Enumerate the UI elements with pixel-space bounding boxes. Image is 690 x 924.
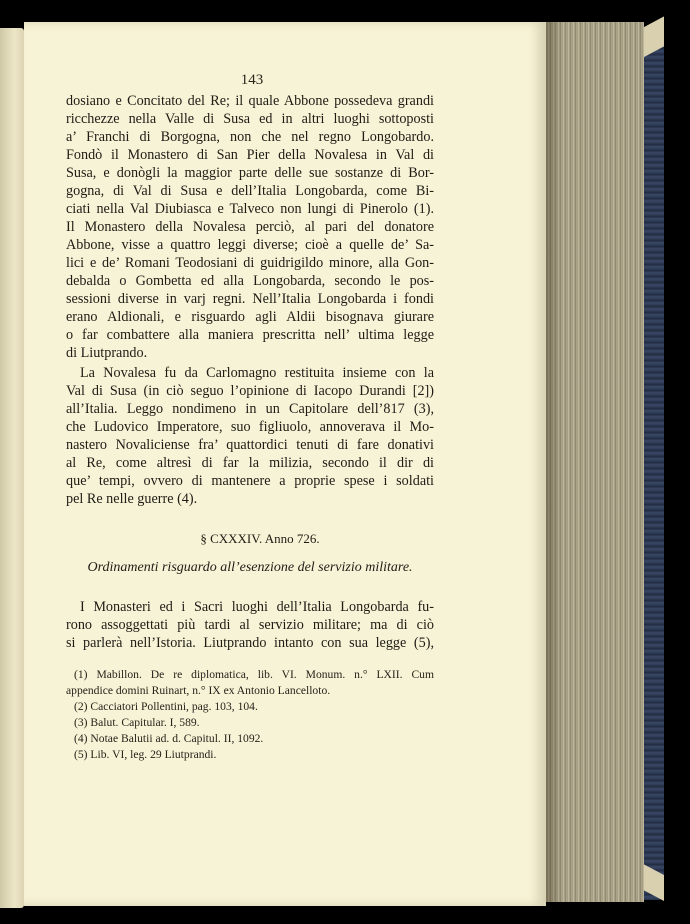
text-line: pel Re nelle guerre (4). xyxy=(66,491,198,507)
left-page-edge xyxy=(0,28,24,908)
text-line: all’Italia. Leggo nondimeno in un Capitolare dell’817 (3), xyxy=(66,401,434,417)
text-line: La Novalesa fu da Carlomagno restituita insieme con la xyxy=(80,365,434,381)
text-line: Fondò il Monastero di San Pier della Novalesa in Val di xyxy=(66,147,434,163)
footnote: (4) Notae Balutii ad. d. Capitul. II, 1092. xyxy=(74,732,264,745)
text-line: Abbone, visse a quattro leggi diverse; cioè a quelle de’ Sa- xyxy=(66,237,434,253)
text-line: Il Monastero della Novalesa perciò, al pari del donatore xyxy=(66,219,434,235)
text-line: dosiano e Concitato del Re; il quale Abbone possedeva grandi xyxy=(66,93,434,109)
text-line: che Ludovico Imperatore, suo figliuolo, annoverava il Mo- xyxy=(66,419,434,435)
text-line: lici e de’ Romani Teodosiani di guidrigildo minore, alla Gon- xyxy=(66,255,434,271)
text-line: ciati nella Val Diubiasca e Talveco non lungi di Pinerolo (1). xyxy=(66,201,434,217)
footnote: (2) Cacciatori Pollentini, pag. 103, 104. xyxy=(74,700,258,713)
text-line: debalda o Gombetta ed alla Longobarda, secondo le pos- xyxy=(66,273,434,289)
text-line: que’ tempi, ovvero di mantenere a proprie spese i soldati xyxy=(66,473,434,489)
text-line: ricchezze nella Valle di Susa ed in altri luoghi sottoposti xyxy=(66,111,434,127)
text-line: o far combattere alla maniera prescritta nell’ ultima legge xyxy=(66,327,434,343)
text-line: nastero Novaliciense fra’ quattordici tenuti di fare donativi xyxy=(66,437,434,453)
footnote: appendice domini Ruinart, n.° IX ex Antonio Lancelloto. xyxy=(66,684,331,697)
footnote: (1) Mabillon. De re diplomatica, lib. VI. Monum. n.° LXII. Cum xyxy=(74,668,434,681)
text-line: si parlerà nell’Istoria. Liutprando intanto con sua legge (5), xyxy=(66,635,434,651)
text-line: Susa, e donògli la maggior parte delle sue sostanze di Bor- xyxy=(66,165,434,181)
page-number: 143 xyxy=(240,72,264,88)
text-line: gogna, di Val di Susa e dell’Italia Longobarda, come Bi- xyxy=(66,183,434,199)
text-line: erano Aldionali, e risguardo agli Aldii bisognava giurare xyxy=(66,309,434,325)
text-line: I Monasteri ed i Sacri luoghi dell’Italia Longobarda fu- xyxy=(80,599,434,615)
text-line: a’ Franchi di Borgogna, non che nel regno Longobardo. xyxy=(66,129,434,145)
section-subtitle: Ordinamenti risguardo all’esenzione del servizio militare. xyxy=(87,560,413,575)
text-line: sessioni diverse in varj regni. Nell’Italia Longobarda i fondi xyxy=(66,291,434,307)
text-line: rono assoggettati più tardi al servizio militare; ma di ciò xyxy=(66,617,434,633)
footnote: (5) Lib. VI, leg. 29 Liutprandi. xyxy=(74,748,217,761)
text-line: di Liutprando. xyxy=(66,345,148,361)
footnote: (3) Balut. Capitular. I, 589. xyxy=(74,716,200,729)
text-line: Val di Susa (in ciò seguo l’opinione di Iacopo Durandi [2]) xyxy=(66,383,434,399)
text-line: al Re, come altresì di far la milizia, secondo il dir di xyxy=(66,455,434,471)
section-heading: § CXXXIV. Anno 726. xyxy=(200,531,320,546)
